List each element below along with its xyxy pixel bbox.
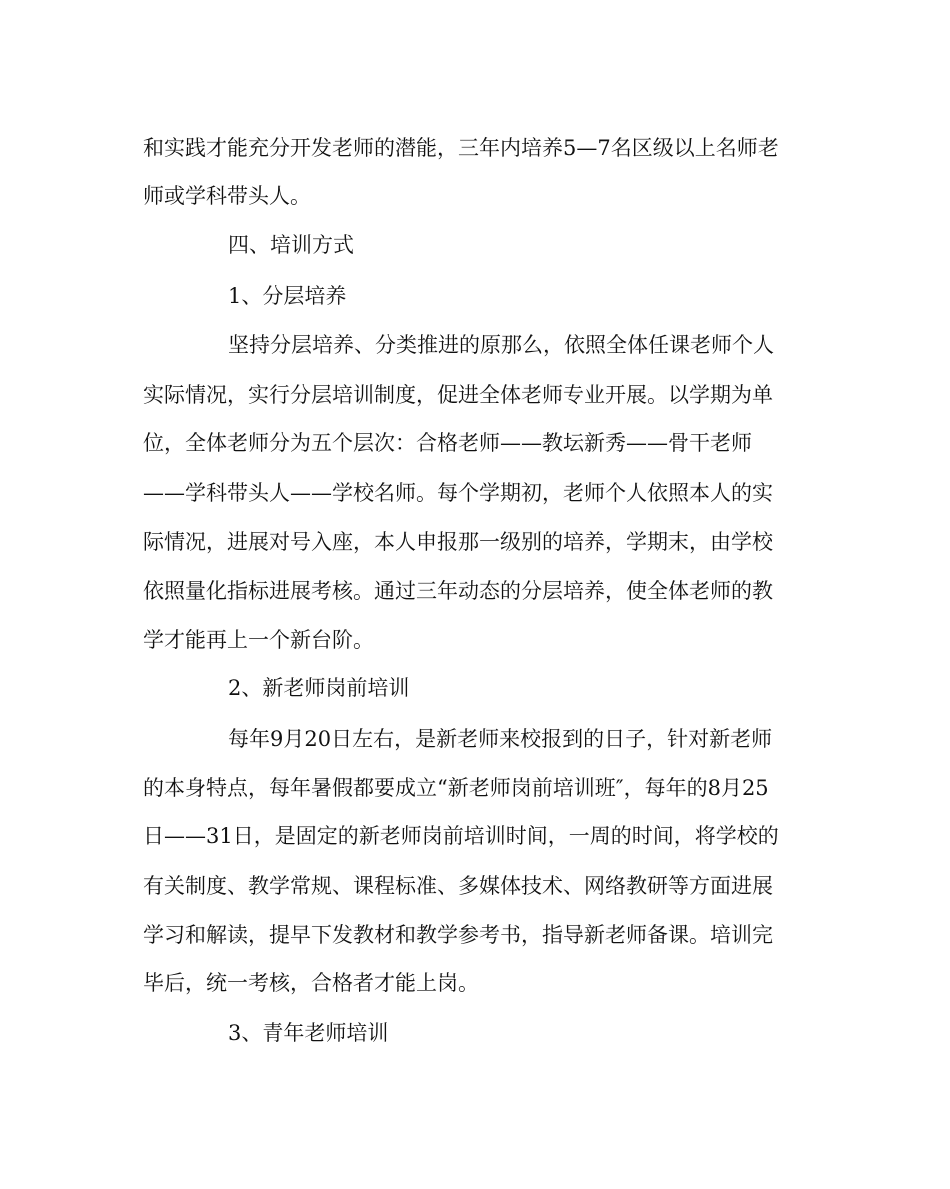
body-text-line: ——学科带头人——学校名师。每个学期初，老师个人依照本人的实 <box>143 481 773 505</box>
body-text-line: 和实践才能充分开发老师的潜能，三年内培养5—7名区级以上名师老 <box>143 136 779 160</box>
paragraph-first-line: 每年9月20日左右，是新老师来校报到的日子，针对新老师 <box>228 727 773 751</box>
body-text-line: 实际情况，实行分层培训制度，促进全体老师专业开展。以学期为单 <box>143 383 773 407</box>
body-text-line: 学习和解读，提早下发教材和教学参考书，指导新老师备课。培训完 <box>143 923 773 947</box>
paragraph-first-line: 坚持分层培养、分类推进的原那么，依照全体任课老师个人 <box>228 333 774 357</box>
body-text-line: 位，全体老师分为五个层次：合格老师——教坛新秀——骨干老师 <box>143 431 752 455</box>
body-text-line: 师或学科带头人。 <box>143 184 311 208</box>
section-heading: 四、培训方式 <box>228 233 354 257</box>
subsection-heading: 3、青年老师培训 <box>228 1021 389 1045</box>
body-text-line: 的本身特点，每年暑假都要成立“新老师岗前培训班″，每年的8月25 <box>143 776 769 800</box>
body-text-line: 学才能再上一个新台阶。 <box>143 628 374 652</box>
body-text-line: 毕后，统一考核，合格者才能上岗。 <box>143 971 479 995</box>
subsection-heading: 2、新老师岗前培训 <box>228 676 410 700</box>
body-text-line: 依照量化指标进展考核。通过三年动态的分层培养，使全体老师的教 <box>143 579 773 603</box>
subsection-heading: 1、分层培养 <box>228 284 347 308</box>
body-text-line: 际情况，进展对号入座，本人申报那一级别的培养，学期末，由学校 <box>143 530 773 554</box>
body-text-line: 日——31日，是固定的新老师岗前培训时间，一周的时间，将学校的 <box>143 824 779 848</box>
body-text-line: 有关制度、教学常规、课程标准、多媒体技术、网络教研等方面进展 <box>143 874 773 898</box>
